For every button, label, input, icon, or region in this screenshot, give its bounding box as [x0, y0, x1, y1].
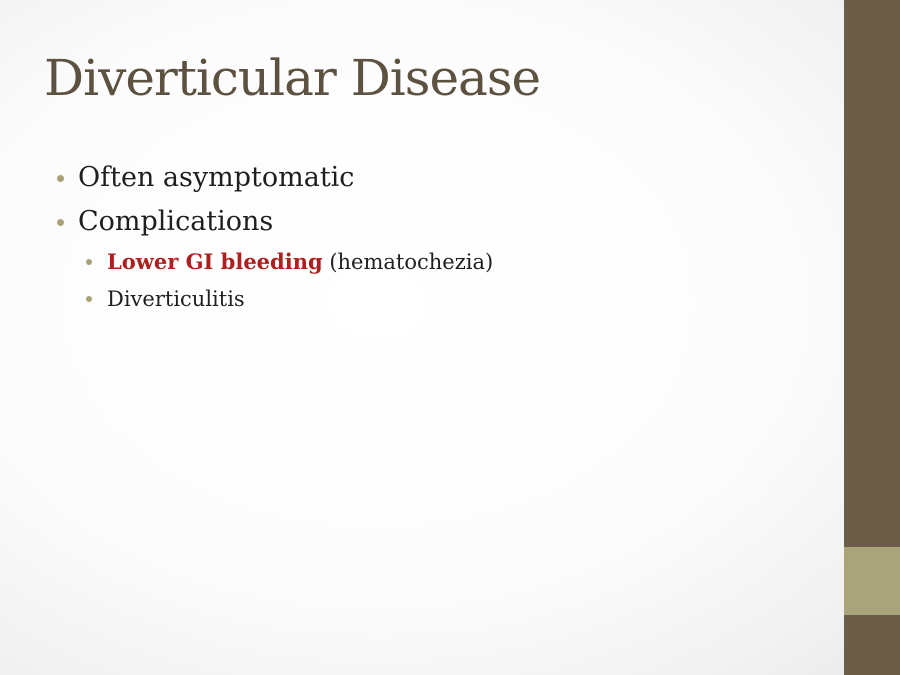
slide-title: Diverticular Disease — [44, 49, 541, 107]
sub-bullet-item — [107, 248, 493, 276]
bullet-marker-icon — [57, 175, 64, 182]
side-decoration-accent — [844, 547, 900, 615]
bullet-marker-icon — [86, 259, 92, 265]
bullet-text: Often asymptomatic — [78, 162, 355, 193]
emphasis-text: Lower GI bleeding — [107, 249, 323, 274]
bullet-marker-icon — [86, 296, 92, 302]
sub-bullet-text: (hematochezia) — [322, 250, 494, 274]
sub-bullet-item — [107, 285, 245, 313]
bullet-item — [78, 161, 354, 195]
sub-bullet-text: Diverticulitis — [107, 287, 245, 311]
bullet-text: Complications — [78, 206, 274, 237]
bullet-marker-icon — [57, 219, 64, 226]
bullet-item — [78, 205, 273, 239]
